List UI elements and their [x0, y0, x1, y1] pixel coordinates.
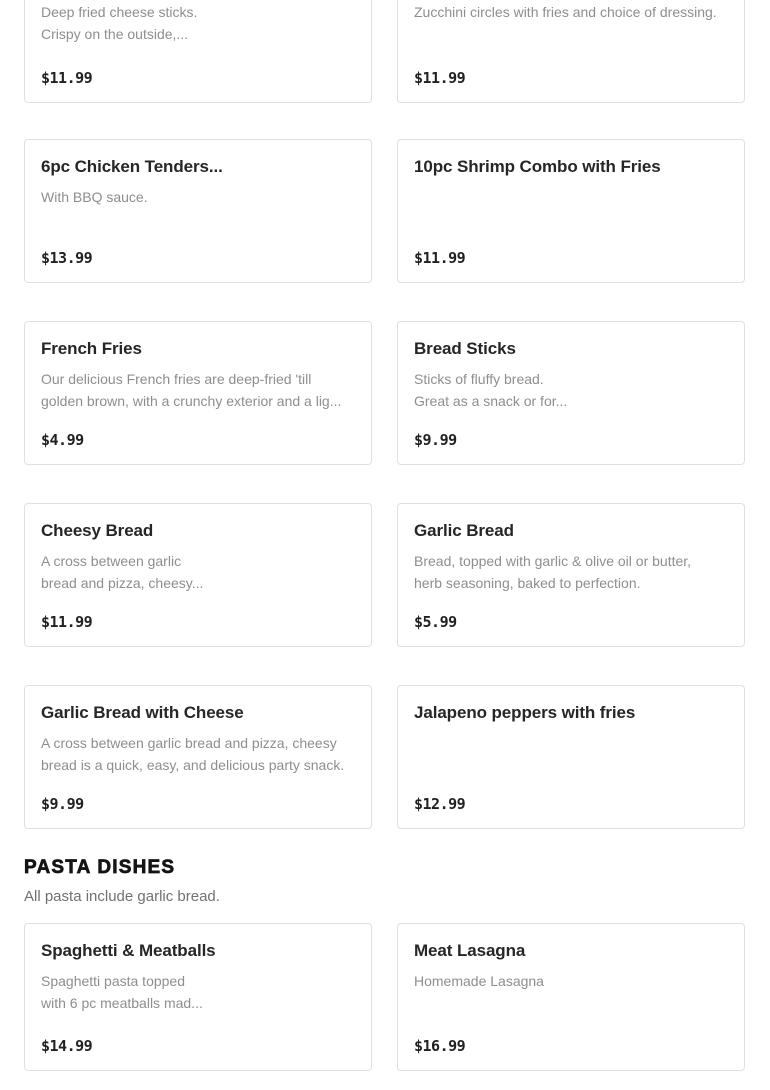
menu-item-price: $5.99 — [414, 613, 457, 631]
menu-item-card[interactable] — [397, 503, 745, 647]
menu-item-description-line: Great as a snack or for... — [414, 393, 568, 409]
menu-item-price: $12.99 — [414, 795, 466, 813]
menu-item-description-line: bread and pizza, cheesy... — [41, 575, 204, 591]
menu-item-price: $11.99 — [41, 613, 93, 631]
menu-item-description-line: Bread, topped with garlic & olive oil or butter, — [414, 553, 692, 569]
menu-item-card[interactable] — [24, 685, 372, 829]
menu-item-price: $14.99 — [41, 1037, 93, 1055]
menu-item-description-line: With BBQ sauce. — [41, 189, 148, 205]
menu-item-description — [41, 368, 361, 412]
menu-item-price: $11.99 — [414, 249, 466, 267]
menu-item-description — [41, 732, 361, 776]
menu-item-price: $16.99 — [414, 1037, 466, 1055]
menu-item-description — [414, 0, 734, 23]
menu-item-description-line: Deep fried cheese sticks. — [41, 4, 198, 20]
menu-item-name: Cheesy Bread — [41, 521, 154, 540]
menu-item-name: 10pc Shrimp Combo with Fries — [414, 157, 661, 176]
menu-item-description — [414, 550, 734, 594]
menu-item-name: Meat Lasagna — [414, 941, 526, 960]
menu-item-price: $9.99 — [41, 795, 84, 813]
menu-item-name: Garlic Bread — [414, 521, 514, 540]
menu-item-price: $11.99 — [414, 69, 466, 87]
menu-item-name: Jalapeno peppers with fries — [414, 703, 636, 722]
menu-item-description — [41, 186, 361, 208]
menu-item-price: $13.99 — [41, 249, 93, 267]
menu-item-description-line: Sticks of fluffy bread. — [414, 371, 544, 387]
menu-item-description-line: Homemade Lasagna — [414, 973, 544, 989]
menu-item-description-line: Spaghetti pasta topped — [41, 973, 186, 989]
menu-item-name: Garlic Bread with Cheese — [41, 703, 244, 722]
menu-grid-clipped — [24, 0, 745, 103]
menu-item-card[interactable] — [24, 0, 372, 103]
menu-item-card[interactable] — [24, 321, 372, 465]
menu-item-price: $9.99 — [414, 431, 457, 449]
menu-item-description — [41, 970, 361, 1014]
menu-item-description-line: A cross between garlic bread and pizza, cheesy — [41, 735, 337, 751]
menu-item-description — [41, 0, 361, 45]
section-header-pasta-dishes — [24, 855, 745, 907]
menu-item-card[interactable] — [24, 503, 372, 647]
menu-grid-appetizers — [24, 139, 745, 829]
menu-item-description-line: golden brown, with a crunchy exterior and a lig... — [41, 393, 342, 409]
menu-item-description-line: A cross between garlic — [41, 553, 182, 569]
menu-item-name: Spaghetti & Meatballs — [41, 941, 216, 960]
menu-item-name: 6pc Chicken Tenders... — [41, 157, 223, 176]
section-title: PASTA DISHES — [24, 857, 176, 878]
menu-item-card[interactable] — [397, 685, 745, 829]
menu-item-description-line: Crispy on the outside,... — [41, 26, 189, 42]
menu-item-description-line: Our delicious French fries are deep-fried 'till — [41, 371, 312, 387]
menu-item-name: Bread Sticks — [414, 339, 516, 358]
menu-item-description — [41, 550, 361, 594]
menu-item-card[interactable] — [397, 923, 745, 1071]
menu-item-name: French Fries — [41, 339, 142, 358]
menu-item-description-line: bread is a quick, easy, and delicious party snack. — [41, 757, 345, 773]
menu-item-card[interactable] — [24, 139, 372, 283]
menu-item-card[interactable] — [397, 321, 745, 465]
menu-grid-pasta — [24, 923, 745, 1071]
menu-item-card[interactable] — [397, 139, 745, 283]
menu-item-description-line: with 6 pc meatballs mad... — [41, 995, 203, 1011]
menu-item-description-line: Zucchini circles with fries and choice of dressing. — [414, 4, 717, 20]
section-subtitle: All pasta include garlic bread. — [24, 888, 220, 905]
menu-item-description-line: herb seasoning, baked to perfection. — [414, 575, 641, 591]
menu-item-description — [414, 970, 734, 992]
menu-item-price: $11.99 — [41, 69, 93, 87]
menu-item-description — [414, 368, 734, 412]
menu-item-price: $4.99 — [41, 431, 84, 449]
menu-item-card[interactable] — [397, 0, 745, 103]
menu-item-card[interactable] — [24, 923, 372, 1071]
